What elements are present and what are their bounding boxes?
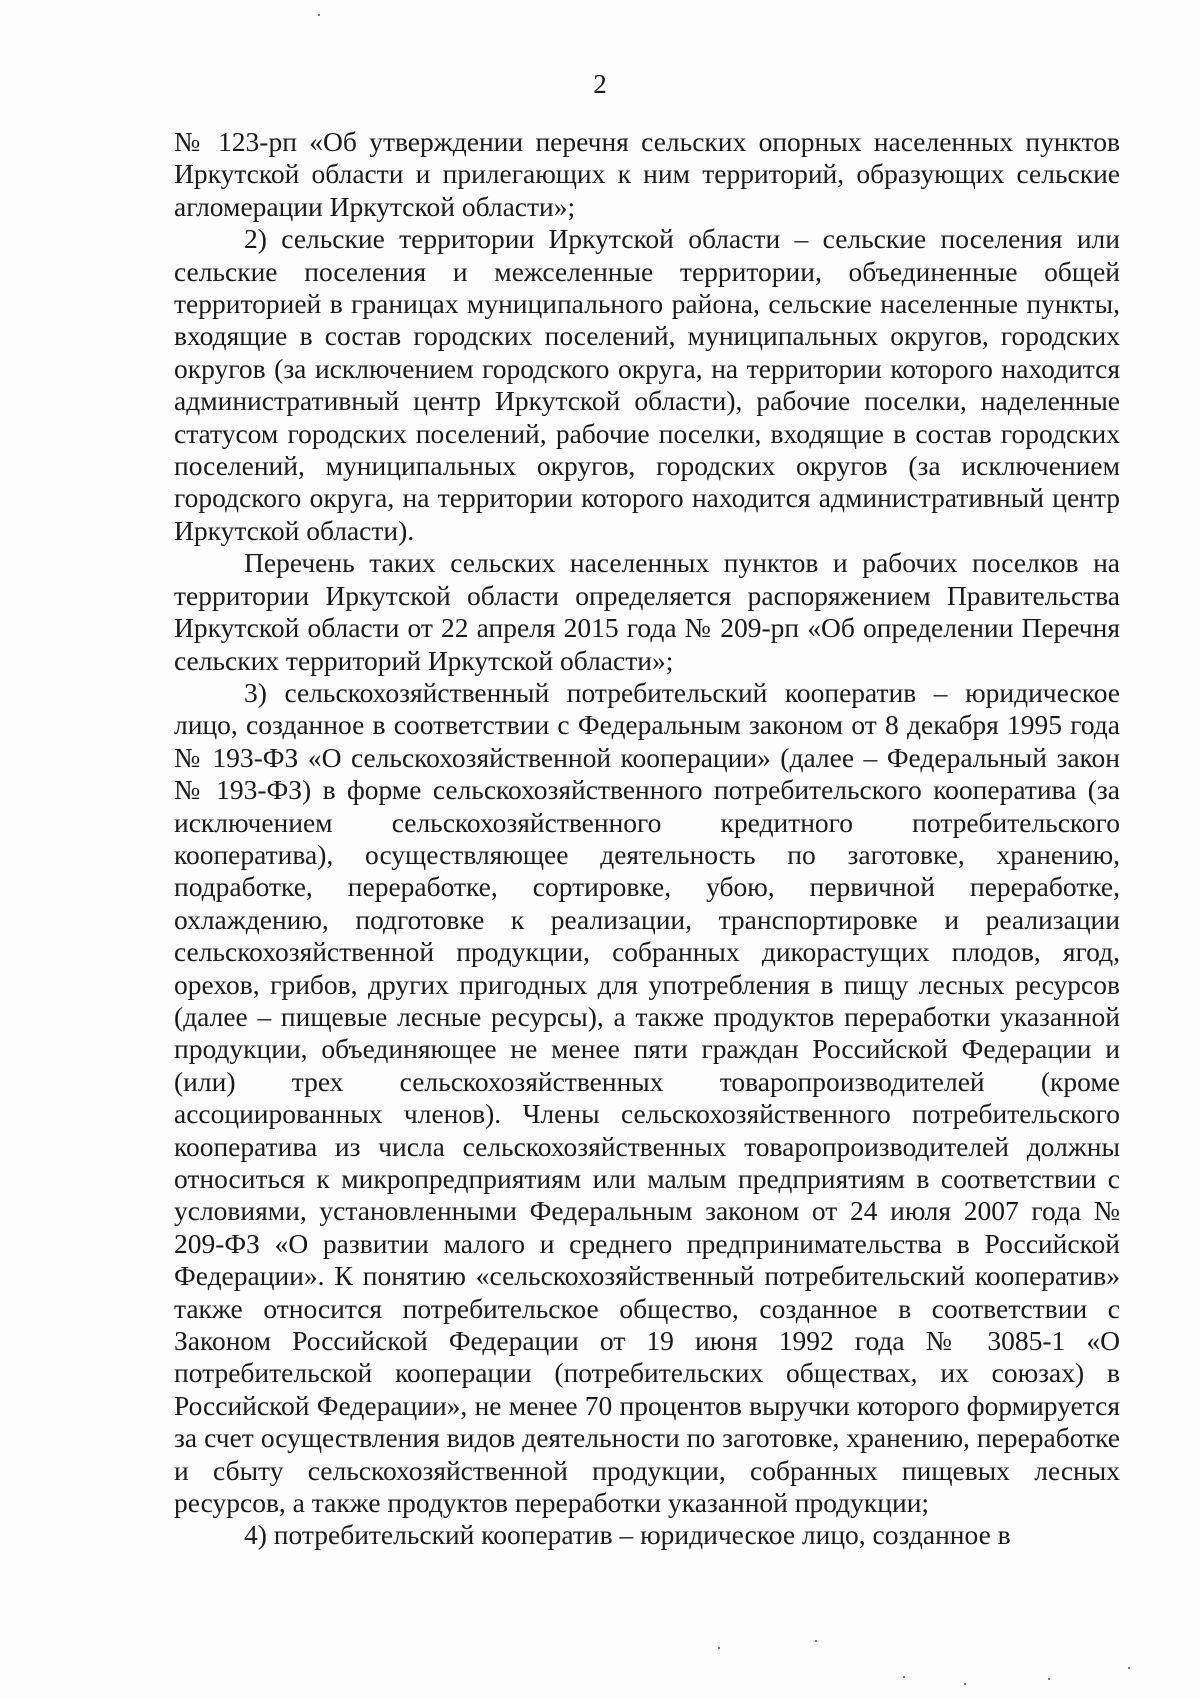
paragraph-continuation: № 123-рп «Об утверждении перечня сельских опорных населенных пунктов Иркутской области и прилегающих к ним территорий, образующих сельские агломерации Иркутской области»; — [174, 126, 1120, 222]
paragraph-settlements-list: Перечень таких сельских населенных пунктов и рабочих поселков на территории Иркутской области определяется распоряжением Правительства Иркутской области от 22 апреля 2015 года № 209-рп «Об определении Перечня сельских территорий Иркутской области»; — [174, 547, 1120, 676]
scan-speck — [1048, 1678, 1050, 1680]
paragraph-item-4-consumer-cooperative: 4) потребительский кооператив – юридическое лицо, созданное в — [244, 1519, 1011, 1551]
scan-speck — [1128, 1667, 1130, 1669]
page-number: 2 — [593, 69, 607, 99]
paragraph-item-3-agricultural-cooperative: 3) сельскохозяйственный потребительский кооператив – юридическое лицо, созданное в соответствии с Федеральным законом от 8 декабря 1995 года № 193-ФЗ «О сельскохозяйственной кооперации» (далее – Федеральный закон № 193-ФЗ) в форме сельскохозяйственного потребительского кооператива (за исключением сельскохозяйственного кредитного потребительского кооператива), осуществляющее деятельность по заготовке, хранению, подработке, переработке, сортировке, убою, первичной переработке, охлаждению, подготовке к реализации, транспортировке и реализации сельскохозяйственной продукции, собранных дикорастущих плодов, ягод, орехов, грибов, других пригодных для употребления в пищу лесных ресурсов (далее – пищевые лесные ресурсы), а также продуктов переработки указанной продукции, объединяющее не менее пяти граждан Российской Федерации и (или) трех сельскохозяйственных товаропроизводителей (кроме ассоциированных членов). Члены сельскохозяйственного потребительского кооператива из числа сельскохозяйственных товаропроизводителей должны относиться к микропредприятиям или малым предприятиям в соответствии с условиями, установленными Федеральным законом от 24 июля 2007 года № 209-ФЗ «О развитии малого и среднего предпринимательства в Российской Федерации». К понятию «сельскохозяйственный потребительский кооператив» также относится потребительское общество, созданное в соответствии с Законом Российской Федерации от 19 июня 1992 года № 3085-1 «О потребительской кооперации (потребительских обществах, их союзах) в Российской Федерации», не менее 70 процентов выручки которого формируется за счет осуществления видов деятельности по заготовке, хранению, переработке и сбыту сельскохозяйственной продукции, собранных пищевых лесных ресурсов, а также продуктов переработки указанной продукции; — [174, 676, 1120, 1519]
document-body — [174, 126, 1120, 1552]
scan-speck — [318, 14, 320, 16]
scan-speck — [718, 1647, 720, 1649]
scan-speck — [815, 1640, 817, 1642]
scan-speck — [903, 1676, 905, 1678]
scan-speck — [964, 1683, 966, 1685]
paragraph-item-2-rural-territories: 2) сельские территории Иркутской области – сельские поселения или сельские поселения и межселенные территории, объединенные общей территорией в границах муниципального района, сельские населенные пункты, входящие в состав городских поселений, муниципальных округов, городских округов (за исключением городского округа, на территории которого находится административный центр Иркутской области), рабочие поселки, наделенные статусом городских поселений, рабочие поселки, входящие в состав городских поселений, муниципальных округов, городских округов (за исключением городского округа, на территории которого находится административный центр Иркутской области). — [174, 223, 1120, 546]
